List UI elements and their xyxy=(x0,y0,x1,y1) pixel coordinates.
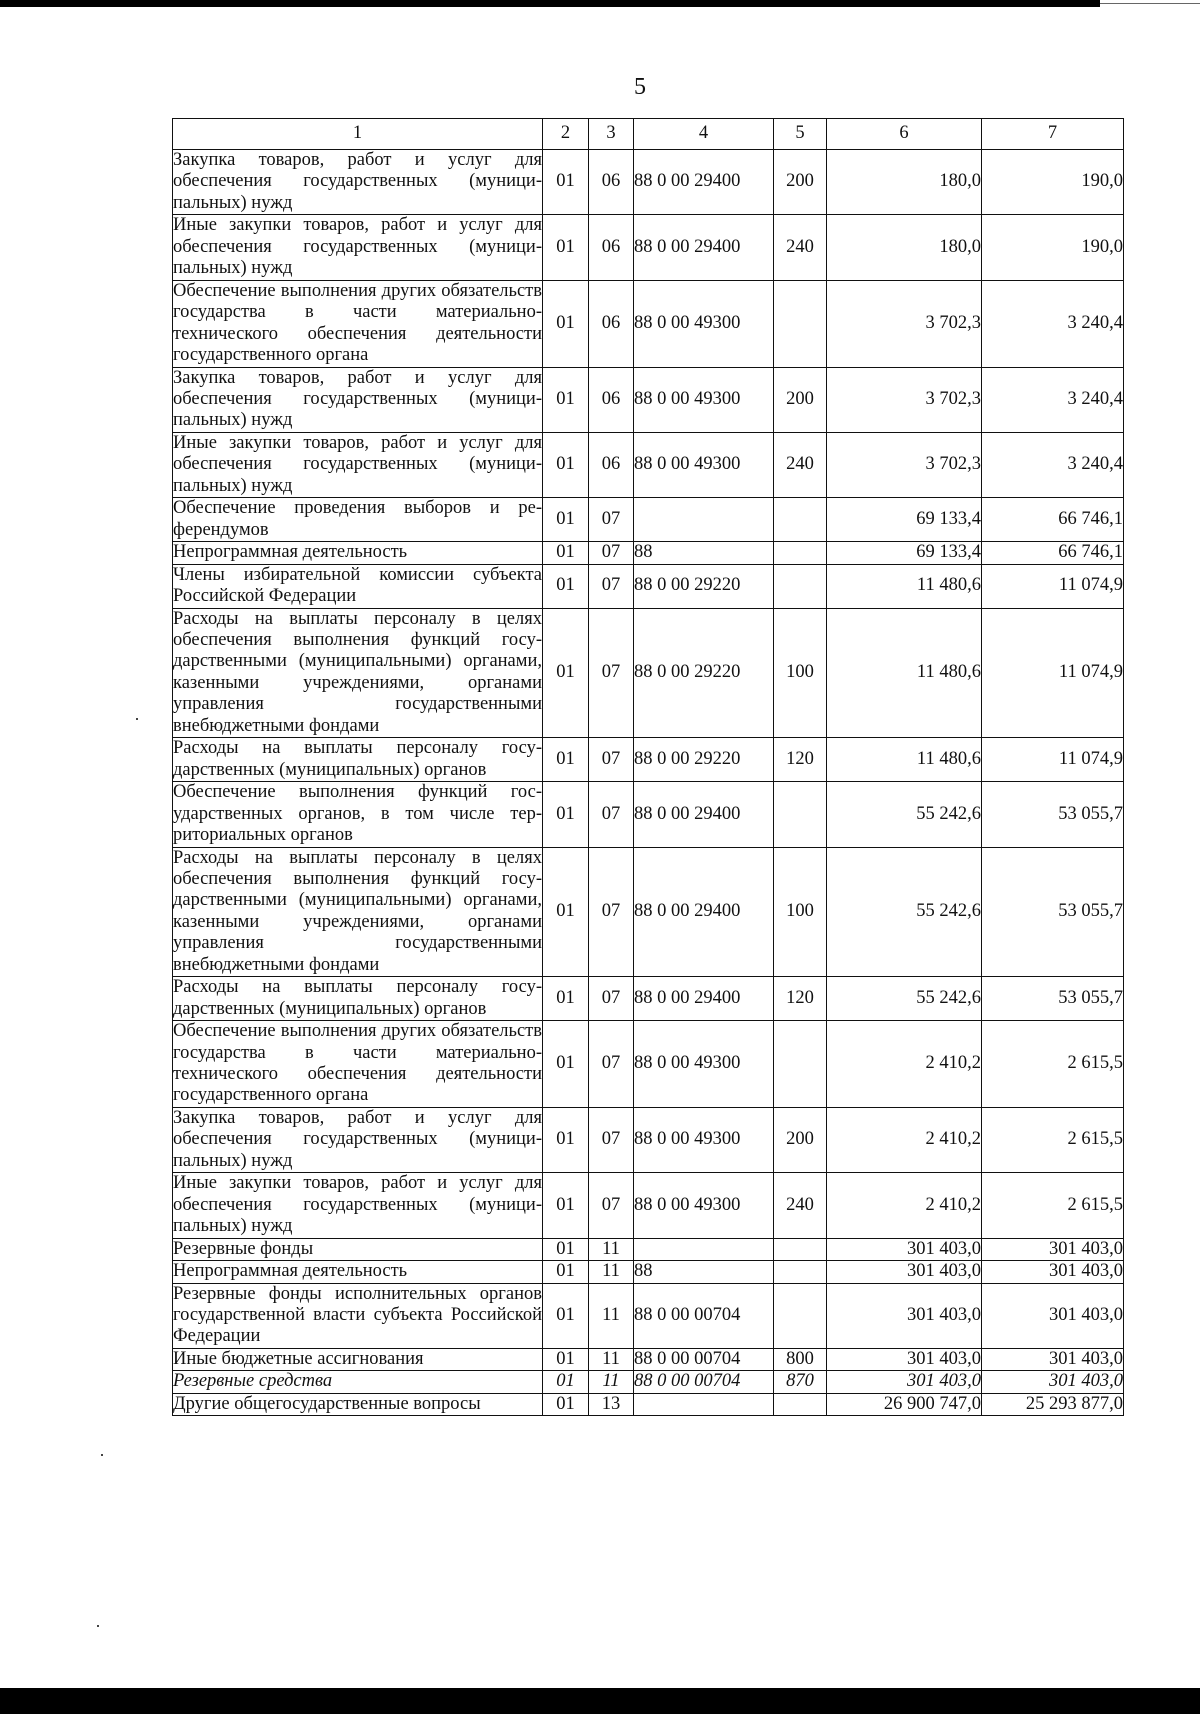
expense-type-cell: 870 xyxy=(774,1371,827,1393)
amount-year2-cell: 190,0 xyxy=(982,150,1124,215)
amount-year1-cell: 3 702,3 xyxy=(827,432,982,497)
target-article-cell: 88 0 00 29400 xyxy=(634,150,774,215)
expense-type-cell: 100 xyxy=(774,608,827,738)
row-name-cell: Обеспечение выполнения других обязательств государства в части материально-технического обеспечения деятельности государственного органа xyxy=(173,280,542,366)
row-name-cell: Расходы на выплаты персоналу государственных (муниципальных) органов xyxy=(173,738,542,780)
amount-year1-cell: 3 702,3 xyxy=(827,367,982,432)
section-code-cell: 01 xyxy=(543,498,589,542)
expense-type-cell: 100 xyxy=(774,847,827,977)
subsection-code-cell: 06 xyxy=(589,215,634,280)
expense-type-cell: 200 xyxy=(774,150,827,215)
section-code-cell: 01 xyxy=(543,367,589,432)
expense-type-cell xyxy=(774,1393,827,1415)
amount-year2-cell: 2 615,5 xyxy=(982,1021,1124,1108)
table-row xyxy=(173,1173,1124,1238)
section-code-cell: 01 xyxy=(543,564,589,608)
target-article-cell: 88 0 00 00704 xyxy=(634,1371,774,1393)
table-row xyxy=(173,1261,1124,1283)
table-row xyxy=(173,608,1124,738)
target-article-cell: 88 0 00 00704 xyxy=(634,1348,774,1370)
expense-type-cell xyxy=(774,498,827,542)
amount-year2-cell: 2 615,5 xyxy=(982,1173,1124,1238)
section-code-cell: 01 xyxy=(543,1173,589,1238)
table-row xyxy=(173,498,1124,542)
target-article-cell: 88 0 00 49300 xyxy=(634,280,774,367)
row-name-cell: Непрограммная деятельность xyxy=(173,542,543,564)
row-name-cell: Непрограммная деятельность xyxy=(173,1261,543,1283)
header-cell: 5 xyxy=(774,119,827,150)
expense-type-cell: 120 xyxy=(774,977,827,1021)
section-code-cell: 01 xyxy=(543,847,589,977)
amount-year1-cell: 180,0 xyxy=(827,150,982,215)
amount-year2-cell: 3 240,4 xyxy=(982,280,1124,367)
amount-year1-cell: 55 242,6 xyxy=(827,847,982,977)
amount-year1-cell: 69 133,4 xyxy=(827,498,982,542)
target-article-cell: 88 xyxy=(634,1261,774,1283)
table-row xyxy=(173,782,1124,847)
header-cell: 4 xyxy=(634,119,774,150)
amount-year1-cell: 11 480,6 xyxy=(827,608,982,738)
subsection-code-cell: 06 xyxy=(589,150,634,215)
amount-year1-cell: 26 900 747,0 xyxy=(827,1393,982,1415)
amount-year2-cell: 53 055,7 xyxy=(982,782,1124,847)
target-article-cell: 88 0 00 29400 xyxy=(634,847,774,977)
table-row xyxy=(173,1238,1124,1260)
row-name-cell: Члены избирательной комиссии субъекта Российской Федерации xyxy=(173,564,542,607)
expense-type-cell xyxy=(774,280,827,367)
table-row xyxy=(173,367,1124,432)
table-row xyxy=(173,150,1124,215)
subsection-code-cell: 06 xyxy=(589,432,634,497)
subsection-code-cell: 07 xyxy=(589,1173,634,1238)
scan-top-border-thin xyxy=(1100,3,1200,4)
target-article-cell: 88 xyxy=(634,542,774,564)
amount-year2-cell: 11 074,9 xyxy=(982,738,1124,782)
table-row xyxy=(173,977,1124,1021)
amount-year1-cell: 2 410,2 xyxy=(827,1107,982,1172)
table-row xyxy=(173,1393,1124,1415)
row-name-cell: Резервные средства xyxy=(173,1371,543,1393)
section-code-cell: 01 xyxy=(543,738,589,782)
amount-year2-cell: 301 403,0 xyxy=(982,1238,1124,1260)
row-name-cell: Обеспечение выполнения функций государственных органов, в том числе территориальных органов xyxy=(173,782,542,846)
subsection-code-cell: 11 xyxy=(589,1371,634,1393)
header-cell: 1 xyxy=(173,119,543,150)
section-code-cell: 01 xyxy=(543,1348,589,1370)
subsection-code-cell: 07 xyxy=(589,782,634,847)
subsection-code-cell: 07 xyxy=(589,498,634,542)
subsection-code-cell: 11 xyxy=(589,1348,634,1370)
row-name-cell: Другие общегосударственные вопросы xyxy=(173,1393,543,1415)
expense-type-cell xyxy=(774,564,827,608)
section-code-cell: 01 xyxy=(543,977,589,1021)
target-article-cell: 88 0 00 49300 xyxy=(634,1021,774,1108)
table-row xyxy=(173,1371,1124,1393)
subsection-code-cell: 07 xyxy=(589,1021,634,1108)
expense-type-cell xyxy=(774,1021,827,1108)
target-article-cell: 88 0 00 29220 xyxy=(634,738,774,782)
section-code-cell: 01 xyxy=(543,1371,589,1393)
table-row xyxy=(173,1348,1124,1370)
section-code-cell: 01 xyxy=(543,215,589,280)
expense-type-cell xyxy=(774,1261,827,1283)
section-code-cell: 01 xyxy=(543,782,589,847)
table-body xyxy=(173,150,1124,1416)
section-code-cell: 01 xyxy=(543,1393,589,1415)
amount-year2-cell: 11 074,9 xyxy=(982,564,1124,608)
row-name-cell: Иные бюджетные ассигнования xyxy=(173,1348,543,1370)
target-article-cell: 88 0 00 29220 xyxy=(634,608,774,738)
expense-type-cell: 200 xyxy=(774,1107,827,1172)
amount-year1-cell: 69 133,4 xyxy=(827,542,982,564)
subsection-code-cell: 06 xyxy=(589,280,634,367)
amount-year1-cell: 11 480,6 xyxy=(827,564,982,608)
amount-year2-cell: 3 240,4 xyxy=(982,432,1124,497)
target-article-cell: 88 0 00 49300 xyxy=(634,367,774,432)
target-article-cell: 88 0 00 29220 xyxy=(634,564,774,608)
target-article-cell: 88 0 00 29400 xyxy=(634,977,774,1021)
amount-year2-cell: 11 074,9 xyxy=(982,608,1124,738)
subsection-code-cell: 07 xyxy=(589,1107,634,1172)
target-article-cell xyxy=(634,498,774,542)
expense-type-cell xyxy=(774,542,827,564)
amount-year2-cell: 301 403,0 xyxy=(982,1371,1124,1393)
amount-year1-cell: 180,0 xyxy=(827,215,982,280)
amount-year1-cell: 301 403,0 xyxy=(827,1238,982,1260)
table-row xyxy=(173,215,1124,280)
amount-year1-cell: 301 403,0 xyxy=(827,1261,982,1283)
target-article-cell xyxy=(634,1393,774,1415)
amount-year1-cell: 301 403,0 xyxy=(827,1348,982,1370)
header-cell: 2 xyxy=(543,119,589,150)
expense-type-cell xyxy=(774,782,827,847)
header-cell: 7 xyxy=(982,119,1124,150)
scan-bottom-border xyxy=(0,1688,1200,1714)
amount-year1-cell: 55 242,6 xyxy=(827,782,982,847)
amount-year1-cell: 2 410,2 xyxy=(827,1173,982,1238)
row-name-cell: Иные закупки товаров, работ и услуг для обеспечения государственных (муниципальных) нужд xyxy=(173,215,542,279)
expense-type-cell: 240 xyxy=(774,215,827,280)
table-row xyxy=(173,847,1124,977)
amount-year2-cell: 66 746,1 xyxy=(982,542,1124,564)
amount-year2-cell: 66 746,1 xyxy=(982,498,1124,542)
expense-type-cell: 240 xyxy=(774,432,827,497)
expense-type-cell xyxy=(774,1283,827,1348)
amount-year1-cell: 301 403,0 xyxy=(827,1371,982,1393)
row-name-cell: Иные закупки товаров, работ и услуг для обеспечения государственных (муниципальных) нужд xyxy=(173,432,542,496)
scan-speck xyxy=(97,1625,99,1627)
expense-type-cell xyxy=(774,1238,827,1260)
amount-year2-cell: 53 055,7 xyxy=(982,847,1124,977)
subsection-code-cell: 06 xyxy=(589,367,634,432)
target-article-cell: 88 0 00 00704 xyxy=(634,1283,774,1348)
section-code-cell: 01 xyxy=(543,1021,589,1108)
header-cell: 3 xyxy=(589,119,634,150)
target-article-cell: 88 0 00 29400 xyxy=(634,215,774,280)
subsection-code-cell: 13 xyxy=(589,1393,634,1415)
table-row xyxy=(173,1107,1124,1172)
table-row xyxy=(173,280,1124,367)
amount-year1-cell: 11 480,6 xyxy=(827,738,982,782)
budget-table xyxy=(172,118,1124,1416)
expense-type-cell: 120 xyxy=(774,738,827,782)
subsection-code-cell: 07 xyxy=(589,738,634,782)
table-row xyxy=(173,1283,1124,1348)
section-code-cell: 01 xyxy=(543,432,589,497)
subsection-code-cell: 07 xyxy=(589,847,634,977)
section-code-cell: 01 xyxy=(543,542,589,564)
section-code-cell: 01 xyxy=(543,1238,589,1260)
target-article-cell: 88 0 00 49300 xyxy=(634,1107,774,1172)
amount-year2-cell: 53 055,7 xyxy=(982,977,1124,1021)
amount-year1-cell: 301 403,0 xyxy=(827,1283,982,1348)
amount-year2-cell: 2 615,5 xyxy=(982,1107,1124,1172)
row-name-cell: Иные закупки товаров, работ и услуг для обеспечения государственных (муниципальных) нужд xyxy=(173,1173,542,1237)
row-name-cell: Закупка товаров, работ и услуг для обеспечения государственных (муниципальных) нужд xyxy=(173,367,542,431)
subsection-code-cell: 07 xyxy=(589,608,634,738)
amount-year2-cell: 301 403,0 xyxy=(982,1348,1124,1370)
subsection-code-cell: 11 xyxy=(589,1261,634,1283)
amount-year2-cell: 3 240,4 xyxy=(982,367,1124,432)
amount-year2-cell: 25 293 877,0 xyxy=(982,1393,1124,1415)
subsection-code-cell: 11 xyxy=(589,1238,634,1260)
expense-type-cell: 800 xyxy=(774,1348,827,1370)
section-code-cell: 01 xyxy=(543,150,589,215)
amount-year1-cell: 2 410,2 xyxy=(827,1021,982,1108)
amount-year2-cell: 190,0 xyxy=(982,215,1124,280)
row-name-cell: Закупка товаров, работ и услуг для обеспечения государственных (муниципальных) нужд xyxy=(173,150,542,213)
header-row xyxy=(173,119,1124,150)
scan-speck xyxy=(136,718,138,720)
target-article-cell xyxy=(634,1238,774,1260)
subsection-code-cell: 07 xyxy=(589,977,634,1021)
table-row xyxy=(173,1021,1124,1108)
row-name-cell: Резервные фонды xyxy=(173,1238,543,1260)
expense-type-cell: 200 xyxy=(774,367,827,432)
row-name-cell: Резервные фонды исполнительных органов государственной власти субъекта Российской Федерации xyxy=(173,1283,542,1347)
amount-year1-cell: 3 702,3 xyxy=(827,280,982,367)
amount-year1-cell: 55 242,6 xyxy=(827,977,982,1021)
section-code-cell: 01 xyxy=(543,1283,589,1348)
amount-year2-cell: 301 403,0 xyxy=(982,1261,1124,1283)
table-row xyxy=(173,432,1124,497)
subsection-code-cell: 07 xyxy=(589,564,634,608)
scan-top-border xyxy=(0,0,1100,7)
header-cell: 6 xyxy=(827,119,982,150)
table-row xyxy=(173,564,1124,608)
target-article-cell: 88 0 00 49300 xyxy=(634,1173,774,1238)
table-row xyxy=(173,738,1124,782)
row-name-cell: Обеспечение выполнения других обязательств государства в части материально-технического обеспечения деятельности государственного органа xyxy=(173,1021,542,1106)
row-name-cell: Расходы на выплаты персоналу в целях обеспечения выполнения функций государственными (муниципальными) органами, казенными учреждениями, органами управления государственными внебюджетными фондами xyxy=(173,608,542,736)
section-code-cell: 01 xyxy=(543,1261,589,1283)
section-code-cell: 01 xyxy=(543,280,589,367)
target-article-cell: 88 0 00 29400 xyxy=(634,782,774,847)
section-code-cell: 01 xyxy=(543,1107,589,1172)
row-name-cell: Обеспечение проведения выборов и референдумов xyxy=(173,498,542,540)
amount-year2-cell: 301 403,0 xyxy=(982,1283,1124,1348)
subsection-code-cell: 07 xyxy=(589,542,634,564)
table-row xyxy=(173,542,1124,564)
page-number: 5 xyxy=(634,74,646,100)
section-code-cell: 01 xyxy=(543,608,589,738)
row-name-cell: Расходы на выплаты персоналу государственных (муниципальных) органов xyxy=(173,977,542,1019)
target-article-cell: 88 0 00 49300 xyxy=(634,432,774,497)
row-name-cell: Закупка товаров, работ и услуг для обеспечения государственных (муниципальных) нужд xyxy=(173,1107,542,1171)
scan-speck xyxy=(101,1454,103,1456)
subsection-code-cell: 11 xyxy=(589,1283,634,1348)
expense-type-cell: 240 xyxy=(774,1173,827,1238)
row-name-cell: Расходы на выплаты персоналу в целях обеспечения выполнения функций государственными (муниципальными) органами, казенными учреждениями, органами управления государственными внебюджетными фондами xyxy=(173,847,542,975)
